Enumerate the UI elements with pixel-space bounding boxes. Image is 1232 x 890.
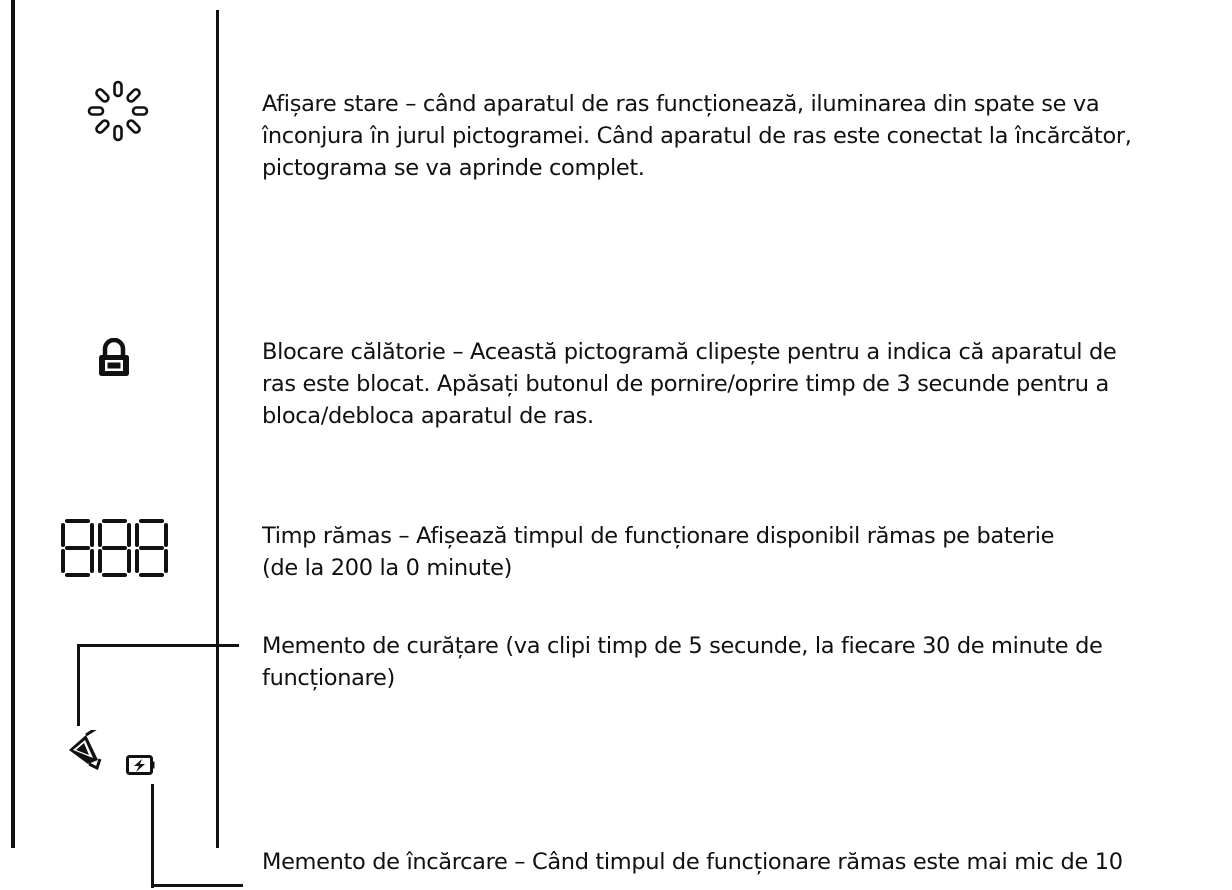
travel-lock-description: Blocare călătorie – Această pictogramă clipește pentru a indica că aparatul de ras este blocat. Apăsați butonul de pornire/oprire timp de 3 secunde pentru a bloca/debloca aparatul de ras. <box>262 339 1117 429</box>
panel-left-border <box>11 0 15 848</box>
status-description: Afișare stare – când aparatul de ras funcționează, iluminarea din spate se va înconjura în jurul pictogramei. Când aparatul de ras este conectat la încărcător, pictograma se va aprinde complet. <box>262 91 1132 181</box>
charge-leader-horizontal <box>151 884 243 887</box>
time-remaining-description: Timp rămas – Afișează timpul de funcționare disponibil rămas pe baterie (de la 200 la 0 minute) <box>262 523 1055 581</box>
cleaning-leader-horizontal <box>77 644 239 647</box>
seven-segment-888-icon <box>60 518 172 578</box>
panel-right-border <box>216 10 219 848</box>
cleaning-brush-icon <box>66 730 104 770</box>
padlock-icon <box>97 338 131 378</box>
charge-reminder-description: Memento de încărcare – Când timpul de funcționare rămas este mai mic de 10 <box>262 849 1123 875</box>
battery-charge-icon <box>126 754 156 778</box>
cleaning-leader-vertical <box>77 644 80 726</box>
charge-leader-vertical <box>151 784 154 888</box>
spinner-icon <box>78 70 158 150</box>
cleaning-reminder-description: Memento de curățare (va clipi timp de 5 secunde, la fiecare 30 de minute de funcționare) <box>262 633 1103 691</box>
